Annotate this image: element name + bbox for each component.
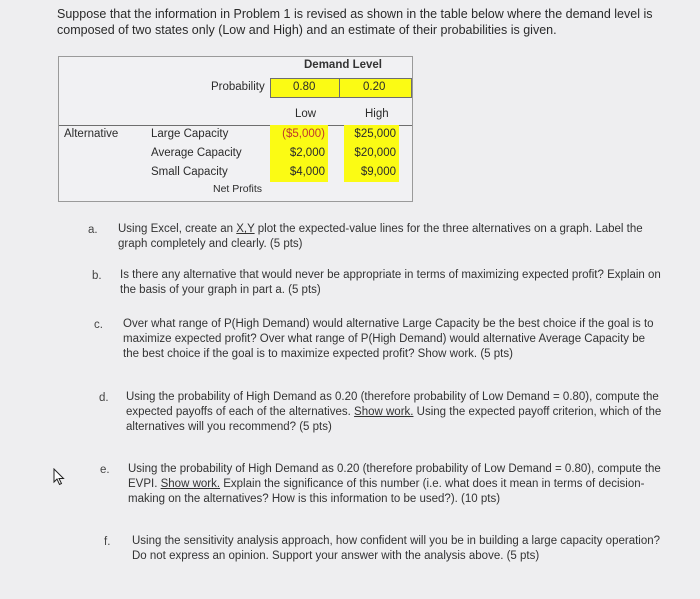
prob-low: 0.80 bbox=[293, 81, 316, 93]
alt-large-name: Large Capacity bbox=[151, 128, 229, 140]
prob-low-cell bbox=[270, 78, 339, 98]
average-low-value: $2,000 bbox=[289, 147, 325, 159]
small-high-value: $9,000 bbox=[360, 166, 396, 178]
question-d-underlined: Show work. bbox=[354, 406, 414, 418]
probability-label: Probability bbox=[211, 81, 265, 93]
payoff-table bbox=[58, 56, 413, 202]
state-low: Low bbox=[295, 108, 317, 120]
question-c-label: c. bbox=[94, 319, 103, 331]
question-a-underlined: X,Y bbox=[236, 223, 255, 235]
question-b: Is there any alternative that would never be appropriate in terms of maximizing expected profit? Explain on the basis of your graph in part a. (5 pts) bbox=[120, 269, 661, 296]
large-low-value: ($5,000) bbox=[282, 128, 325, 140]
question-a-label: a. bbox=[88, 224, 98, 236]
question-e: Using the probability of High Demand as 0.20 (therefore probability of Low Demand = 0.80), compute the EVPI. Show work. Explain the significance of this number (i.e. what does it mean in terms of decision-making on the alternatives? How is this information to be used?). (10 pts) bbox=[128, 463, 661, 505]
question-f: Using the sensitivity analysis approach, how confident will you be in building a large capacity operation? Do not express an opinion. Support your answer with the analysis above. (5 pts) bbox=[132, 535, 661, 562]
question-e-underlined: Show work. bbox=[160, 478, 221, 490]
low-values-block bbox=[270, 125, 328, 182]
mouse-cursor-icon bbox=[53, 468, 65, 486]
prob-high: 0.20 bbox=[363, 81, 386, 93]
high-values-block bbox=[344, 125, 399, 182]
alt-average-name: Average Capacity bbox=[151, 147, 242, 159]
alt-small-name: Small Capacity bbox=[151, 166, 228, 178]
question-b-label: b. bbox=[92, 270, 102, 282]
average-high-value: $20,000 bbox=[354, 147, 396, 159]
alternative-label: Alternative bbox=[64, 128, 119, 140]
net-profits-label: Net Profits bbox=[213, 183, 263, 195]
large-high-value: $25,000 bbox=[354, 128, 396, 140]
state-high: High bbox=[365, 108, 389, 120]
intro-paragraph: Suppose that the information in Problem 1 is revised as shown in the table below where the demand level is composed of two states only (Low and High) and an estimate of their probabilities is given. bbox=[57, 7, 653, 37]
small-low-value: $4,000 bbox=[289, 166, 325, 178]
question-a: Using Excel, create an X,Y plot the expected-value lines for the three alternatives on a graph. Label the graph completely and clearly. (5 pts) bbox=[118, 223, 643, 250]
question-d: Using the probability of High Demand as 0.20 (therefore probability of Low Demand = 0.80), compute the expected payoffs of each of the alternatives. Show work. Using the expected payoff criterion, which of the alternatives will you recommend? (5 pts) bbox=[126, 391, 662, 433]
question-d-label: d. bbox=[99, 392, 109, 404]
question-c: Over what range of P(High Demand) would alternative Large Capacity be the best choice if the goal is to maximize expected profit? Over what range of P(High Demand) would alternative Average Capacity be the best choice if the goal is to maximize expected profit? Show work. (5 pts) bbox=[123, 318, 654, 360]
prob-high-cell bbox=[339, 78, 412, 98]
question-e-label: e. bbox=[100, 464, 110, 476]
question-f-label: f. bbox=[104, 536, 111, 548]
demand-level-header: Demand Level bbox=[304, 59, 382, 71]
